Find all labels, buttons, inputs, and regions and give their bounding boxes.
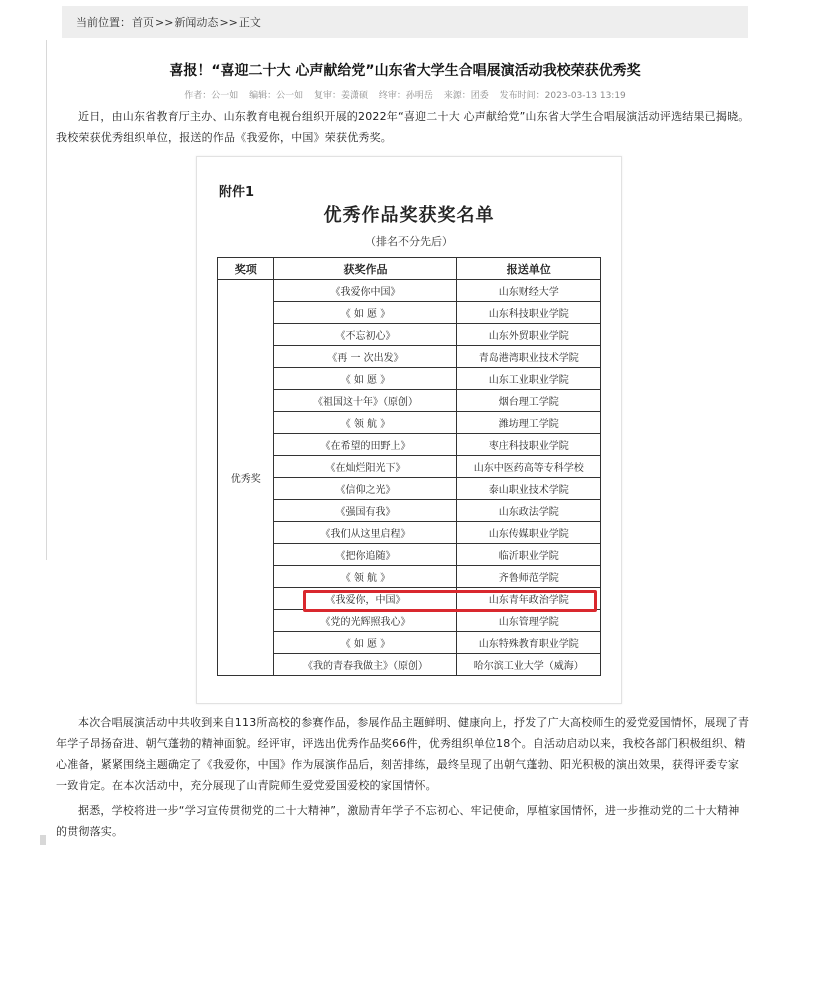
- table-row: [218, 390, 601, 412]
- unit-cell: 山东特殊教育职业学院: [457, 632, 601, 654]
- article-paragraph-3: 据悉，学校将进一步“学习宣传贯彻党的二十大精神”，激励青年学子不忘初心、牢记使命，厚植家国情怀，进一步推动党的二十大精神的贯彻落实。: [56, 804, 740, 838]
- unit-cell: 山东工业职业学院: [457, 368, 601, 390]
- left-border-tick: [40, 835, 46, 845]
- table-row: [218, 302, 601, 324]
- article-paragraph-1: 近日，由山东省教育厅主办、山东教育电视台组织开展的2022年“喜迎二十大 心声献给党”山东省大学生合唱展演活动评选结果已揭晓。我校荣获优秀组织单位，报送的作品《我爱你，中国》荣获优秀奖。: [56, 110, 750, 144]
- unit-cell: 山东青年政治学院: [457, 588, 601, 610]
- unit-cell: 山东政法学院: [457, 500, 601, 522]
- article-meta: [62, 88, 748, 101]
- article-title: 喜报！“喜迎二十大 心声献给党”山东省大学生合唱展演活动我校荣获优秀奖: [169, 63, 641, 79]
- unit-cell: 青岛港湾职业技术学院: [457, 346, 601, 368]
- table-row: [218, 478, 601, 500]
- awards-table-body: [218, 280, 601, 676]
- table-row: [218, 522, 601, 544]
- header-unit: 报送单位: [457, 258, 601, 280]
- breadcrumb-separator: >>: [219, 15, 238, 29]
- unit-cell: 临沂职业学院: [457, 544, 601, 566]
- meta-source: 来源：团委: [443, 91, 489, 101]
- table-row: [218, 324, 601, 346]
- article-paragraph-2: 本次合唱展演活动中共收到来自113所高校的参赛作品，参展作品主题鲜明、健康向上，抒发了广大高校师生的爱党爱国情怀，展现了青年学子昂扬奋进、朝气蓬勃的精神面貌。经评审，评选出优秀作品奖66件，优秀组织单位18个。自活动启动以来，我校各部门积极组织、精心准备，紧紧围绕主题确定了《我爱你，中国》作为展演作品后，刻苦排练，最终呈现了出朝气蓬勃、阳光积极的演出效果，获得评委专家一致肯定。在本次活动中，充分展现了山青院师生爱党爱国爱校的家国情怀。: [56, 716, 750, 792]
- meta-final-reviewer: 终审：孙明岳: [378, 91, 433, 101]
- work-cell: 《强国有我》: [274, 500, 457, 522]
- work-cell: 《把你追随》: [274, 544, 457, 566]
- awards-table: [217, 257, 601, 676]
- unit-cell: 哈尔滨工业大学（威海）: [457, 654, 601, 676]
- breadcrumb-prefix: 当前位置：: [76, 16, 131, 29]
- meta-editor: 编辑：公一如: [249, 91, 304, 101]
- work-cell: 《在希望的田野上》: [274, 434, 457, 456]
- table-row: [218, 280, 601, 302]
- work-cell: 《我们从这里启程》: [274, 522, 457, 544]
- breadcrumb-current: 正文: [238, 16, 261, 29]
- table-row: [218, 346, 601, 368]
- unit-cell: 枣庄科技职业学院: [457, 434, 601, 456]
- work-cell: 《党的光辉照我心》: [274, 610, 457, 632]
- unit-cell: 齐鲁师范学院: [457, 566, 601, 588]
- attachment-label: 附件1: [219, 185, 255, 200]
- table-row: [218, 412, 601, 434]
- unit-cell: 泰山职业技术学院: [457, 478, 601, 500]
- table-row: [218, 610, 601, 632]
- work-cell: 《祖国这十年》（原创）: [274, 390, 457, 412]
- table-row: [218, 368, 601, 390]
- work-cell: 《不忘初心》: [274, 324, 457, 346]
- work-cell: 《再 一 次出发》: [274, 346, 457, 368]
- table-row: [218, 456, 601, 478]
- work-cell: 《我爱你中国》: [274, 280, 457, 302]
- table-row: [218, 632, 601, 654]
- unit-cell: 烟台理工学院: [457, 390, 601, 412]
- table-row: [218, 434, 601, 456]
- meta-published: 发布时间：2023-03-13 13:19: [499, 91, 626, 101]
- work-cell: 《在灿烂阳光下》: [274, 456, 457, 478]
- unit-cell: 山东财经大学: [457, 280, 601, 302]
- attachment-subtitle: （排名不分先后）: [365, 235, 453, 248]
- work-cell: 《 领 航 》: [274, 412, 457, 434]
- breadcrumb-news-link[interactable]: 新闻动态: [174, 16, 219, 29]
- work-cell: 《我的青春我做主》（原创）: [274, 654, 457, 676]
- work-cell: 《 如 愿 》: [274, 368, 457, 390]
- meta-author: 作者：公一如: [184, 91, 239, 101]
- work-cell: 《 如 愿 》: [274, 632, 457, 654]
- table-header-row: [218, 258, 601, 280]
- attachment-image: [196, 156, 622, 704]
- attachment-title: 优秀作品奖获奖名单: [323, 205, 495, 226]
- breadcrumb-home-link[interactable]: 首页: [132, 16, 154, 29]
- left-border-line: [46, 40, 47, 560]
- work-cell: 《信仰之光》: [274, 478, 457, 500]
- table-row: [218, 566, 601, 588]
- unit-cell: 潍坊理工学院: [457, 412, 601, 434]
- table-row: [218, 500, 601, 522]
- unit-cell: 山东管理学院: [457, 610, 601, 632]
- award-category-cell: 优秀奖: [218, 280, 274, 676]
- table-row: [218, 544, 601, 566]
- unit-cell: 山东中医药高等专科学校: [457, 456, 601, 478]
- meta-reviewer: 复审：姜潇硕: [314, 91, 369, 101]
- header-award: 奖项: [218, 258, 274, 280]
- unit-cell: 山东传媒职业学院: [457, 522, 601, 544]
- work-cell: 《 领 航 》: [274, 566, 457, 588]
- header-work: 获奖作品: [274, 258, 457, 280]
- highlight-box: [303, 590, 597, 612]
- breadcrumb: [62, 6, 748, 38]
- work-cell: 《我爱你，中国》: [274, 588, 457, 610]
- table-row: [218, 654, 601, 676]
- breadcrumb-separator: >>: [155, 15, 174, 29]
- work-cell: 《 如 愿 》: [274, 302, 457, 324]
- unit-cell: 山东科技职业学院: [457, 302, 601, 324]
- unit-cell: 山东外贸职业学院: [457, 324, 601, 346]
